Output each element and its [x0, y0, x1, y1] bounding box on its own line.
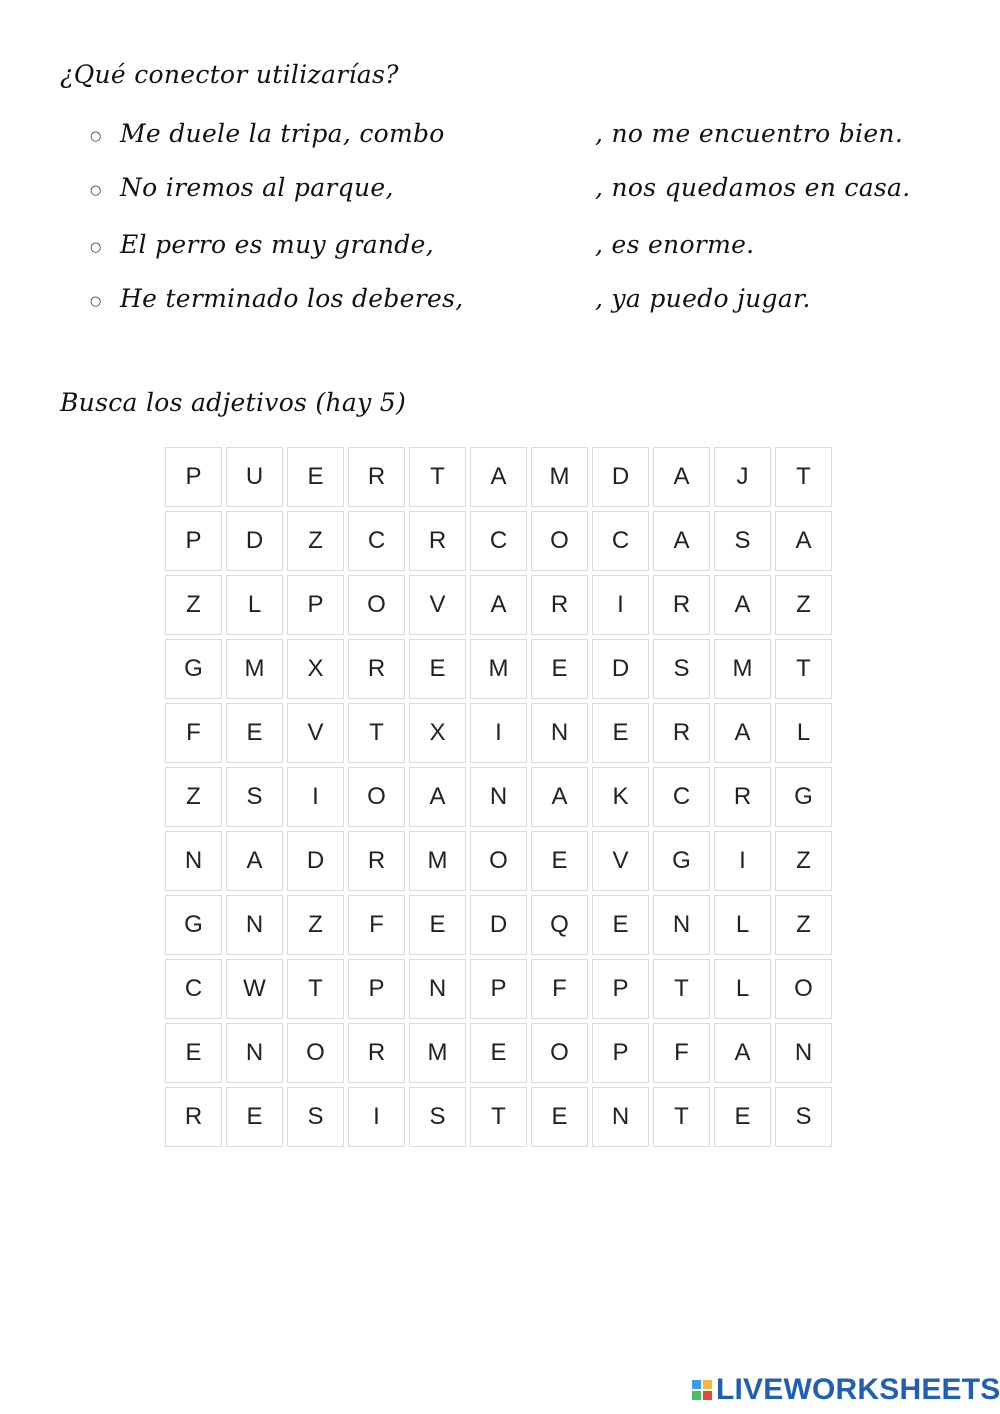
grid-cell[interactable]: T [775, 639, 832, 699]
grid-cell[interactable]: V [592, 831, 649, 891]
grid-cell[interactable]: D [287, 831, 344, 891]
grid-cell[interactable]: E [287, 447, 344, 507]
grid-cell[interactable]: J [714, 447, 771, 507]
grid-cell[interactable]: T [470, 1087, 527, 1147]
grid-cell[interactable]: S [775, 1087, 832, 1147]
bullet-icon: ○ [90, 129, 102, 144]
grid-cell[interactable]: O [531, 1023, 588, 1083]
grid-cell[interactable]: A [531, 767, 588, 827]
word-search-grid [165, 447, 832, 1147]
grid-cell[interactable]: D [226, 511, 283, 571]
grid-cell[interactable]: S [409, 1087, 466, 1147]
grid-cell[interactable]: R [409, 511, 466, 571]
grid-cell[interactable]: N [165, 831, 222, 891]
grid-cell[interactable]: C [653, 767, 710, 827]
grid-cell[interactable]: A [409, 767, 466, 827]
grid-cell[interactable]: F [653, 1023, 710, 1083]
grid-cell[interactable]: R [714, 767, 771, 827]
grid-cell[interactable]: A [470, 575, 527, 635]
grid-cell[interactable]: A [470, 447, 527, 507]
grid-cell[interactable]: Z [775, 831, 832, 891]
grid-cell[interactable]: F [348, 895, 405, 955]
grid-cell[interactable]: V [409, 575, 466, 635]
grid-cell[interactable]: A [653, 511, 710, 571]
grid-cell[interactable]: R [531, 575, 588, 635]
logo-square [703, 1380, 712, 1389]
grid-cell[interactable]: C [348, 511, 405, 571]
grid-cell[interactable]: O [287, 1023, 344, 1083]
grid-cell[interactable]: S [287, 1087, 344, 1147]
grid-cell[interactable]: O [348, 767, 405, 827]
logo-square [703, 1391, 712, 1400]
sentence-end: , es enorme. [595, 230, 755, 259]
grid-cell[interactable]: P [165, 511, 222, 571]
grid-cell[interactable]: T [653, 959, 710, 1019]
grid-cell[interactable]: L [714, 895, 771, 955]
sentence-end: , ya puedo jugar. [595, 284, 811, 313]
grid-cell[interactable]: P [470, 959, 527, 1019]
grid-cell[interactable]: Q [531, 895, 588, 955]
grid-cell[interactable]: E [226, 1087, 283, 1147]
grid-cell[interactable]: N [226, 895, 283, 955]
logo-text: LIVEWORKSHEETS [716, 1373, 1000, 1406]
grid-cell[interactable]: L [226, 575, 283, 635]
grid-cell[interactable]: R [165, 1087, 222, 1147]
grid-cell[interactable]: G [775, 767, 832, 827]
grid-cell[interactable]: I [348, 1087, 405, 1147]
logo-square [692, 1391, 701, 1400]
grid-cell[interactable]: N [592, 1087, 649, 1147]
logo-square [692, 1380, 701, 1389]
grid-cell[interactable]: A [775, 511, 832, 571]
grid-cell[interactable]: X [287, 639, 344, 699]
grid-cell[interactable]: O [348, 575, 405, 635]
bullet-icon: ○ [90, 294, 102, 309]
grid-cell[interactable]: Z [775, 895, 832, 955]
grid-cell[interactable]: R [348, 831, 405, 891]
grid-cell[interactable]: T [653, 1087, 710, 1147]
grid-cell[interactable]: W [226, 959, 283, 1019]
sentence-start: El perro es muy grande, [120, 230, 434, 259]
grid-cell[interactable]: N [531, 703, 588, 763]
grid-cell[interactable]: O [531, 511, 588, 571]
sentence-end: , no me encuentro bien. [595, 119, 904, 148]
grid-cell[interactable]: G [653, 831, 710, 891]
grid-cell[interactable]: G [165, 639, 222, 699]
grid-cell[interactable]: K [592, 767, 649, 827]
grid-cell[interactable]: L [714, 959, 771, 1019]
grid-cell[interactable]: E [592, 895, 649, 955]
grid-cell[interactable]: E [165, 1023, 222, 1083]
grid-cell[interactable]: U [226, 447, 283, 507]
grid-cell[interactable]: C [592, 511, 649, 571]
bullet-icon: ○ [90, 183, 102, 198]
grid-cell[interactable]: T [287, 959, 344, 1019]
grid-cell[interactable]: O [775, 959, 832, 1019]
grid-cell[interactable]: E [409, 639, 466, 699]
grid-cell[interactable]: D [470, 895, 527, 955]
grid-cell[interactable]: I [470, 703, 527, 763]
grid-cell[interactable]: L [775, 703, 832, 763]
grid-cell[interactable]: E [592, 703, 649, 763]
grid-cell[interactable]: T [348, 703, 405, 763]
grid-cell[interactable]: M [531, 447, 588, 507]
grid-cell[interactable]: I [592, 575, 649, 635]
grid-cell[interactable]: P [165, 447, 222, 507]
grid-cell[interactable]: E [531, 639, 588, 699]
grid-cell[interactable]: M [714, 639, 771, 699]
grid-cell[interactable]: R [348, 1023, 405, 1083]
grid-cell[interactable]: X [409, 703, 466, 763]
grid-cell[interactable]: T [775, 447, 832, 507]
grid-cell[interactable]: E [531, 1087, 588, 1147]
grid-cell[interactable]: S [714, 511, 771, 571]
liveworksheets-logo [692, 1374, 1000, 1406]
grid-cell[interactable]: I [714, 831, 771, 891]
grid-cell[interactable]: R [653, 703, 710, 763]
grid-cell[interactable]: A [226, 831, 283, 891]
grid-cell[interactable]: Z [287, 511, 344, 571]
grid-cell[interactable]: E [226, 703, 283, 763]
grid-cell[interactable]: E [714, 1087, 771, 1147]
grid-cell[interactable]: A [653, 447, 710, 507]
grid-cell[interactable]: R [653, 575, 710, 635]
grid-cell[interactable]: Z [775, 575, 832, 635]
grid-cell[interactable]: M [470, 639, 527, 699]
grid-cell[interactable]: A [714, 575, 771, 635]
sentence-end: , nos quedamos en casa. [595, 173, 911, 202]
grid-cell[interactable]: T [409, 447, 466, 507]
liveworksheets-logo-icon [692, 1380, 712, 1400]
grid-cell[interactable]: C [470, 511, 527, 571]
grid-cell[interactable]: P [287, 575, 344, 635]
grid-cell[interactable]: Z [165, 575, 222, 635]
sentence-start: Me duele la tripa, combo [120, 119, 445, 148]
grid-cell[interactable]: N [775, 1023, 832, 1083]
grid-cell[interactable]: M [409, 1023, 466, 1083]
grid-cell[interactable]: P [592, 1023, 649, 1083]
bullet-icon: ○ [90, 240, 102, 255]
grid-cell[interactable]: D [592, 639, 649, 699]
grid-cell[interactable]: N [409, 959, 466, 1019]
sentence-start: No iremos al parque, [120, 173, 394, 202]
sentence-start: He terminado los deberes, [120, 284, 464, 313]
grid-cell[interactable]: E [531, 831, 588, 891]
grid-cell[interactable]: E [409, 895, 466, 955]
grid-cell[interactable]: A [714, 1023, 771, 1083]
grid-cell[interactable]: I [287, 767, 344, 827]
grid-cell[interactable]: M [409, 831, 466, 891]
grid-cell[interactable]: E [470, 1023, 527, 1083]
grid-cell[interactable]: N [470, 767, 527, 827]
grid-cell[interactable]: D [592, 447, 649, 507]
grid-cell[interactable]: P [348, 959, 405, 1019]
grid-cell[interactable]: N [653, 895, 710, 955]
grid-cell[interactable]: S [653, 639, 710, 699]
grid-cell[interactable]: M [226, 639, 283, 699]
grid-cell[interactable]: Z [287, 895, 344, 955]
connector-question-title: ¿Qué conector utilizarías? [60, 60, 399, 89]
grid-cell[interactable]: A [714, 703, 771, 763]
grid-cell[interactable]: S [226, 767, 283, 827]
grid-cell[interactable]: V [287, 703, 344, 763]
grid-cell[interactable]: R [348, 639, 405, 699]
grid-cell[interactable]: F [165, 703, 222, 763]
grid-cell[interactable]: G [165, 895, 222, 955]
grid-cell[interactable]: C [165, 959, 222, 1019]
word-search-title: Busca los adjetivos (hay 5) [60, 388, 407, 417]
grid-cell[interactable]: P [592, 959, 649, 1019]
grid-cell[interactable]: N [226, 1023, 283, 1083]
grid-cell[interactable]: Z [165, 767, 222, 827]
grid-cell[interactable]: R [348, 447, 405, 507]
grid-cell[interactable]: F [531, 959, 588, 1019]
grid-cell[interactable]: O [470, 831, 527, 891]
